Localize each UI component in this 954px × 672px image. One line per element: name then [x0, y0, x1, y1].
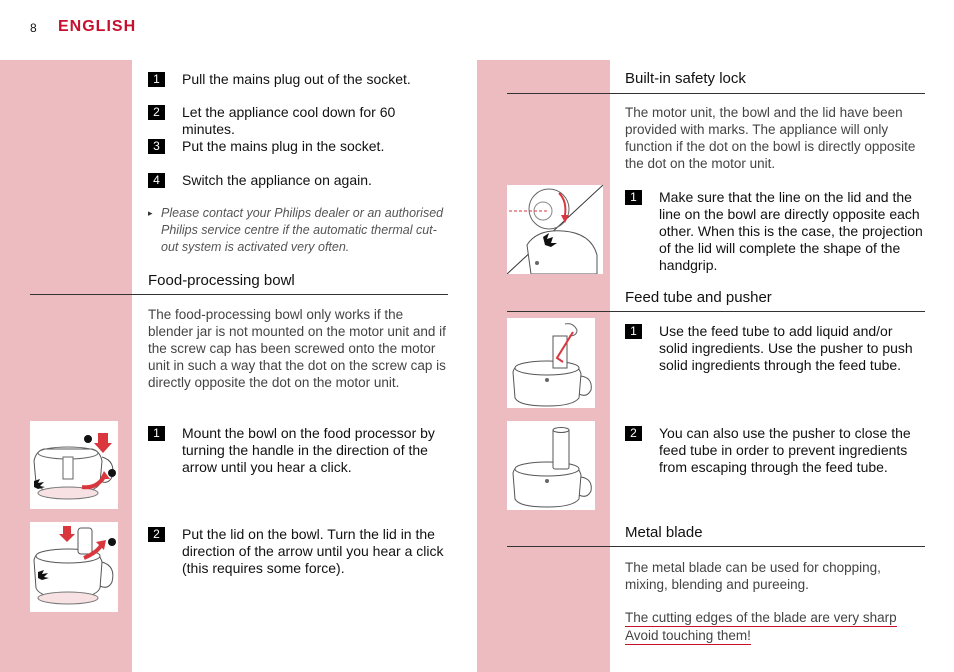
step-number: 1 [625, 324, 642, 339]
bowl-intro: The food-processing bowl only works if the blender jar is not mounted on the motor unit and if the screw cap has been screwed onto the motor unit in such a way that the dot on the screw cap is directly opposite the dot on the motor unit. [148, 307, 446, 390]
step-text: Mount the bowl on the food processor by turning the handle in the direction of the arrow until you hear a click. [182, 425, 435, 475]
step-put-lid [148, 526, 448, 577]
blade-warning [625, 609, 925, 645]
step-align-lines [625, 189, 925, 274]
step-text: You can also use the pusher to close the feed tube in order to prevent ingredients from escaping through the feed tube. [659, 425, 911, 475]
step-text: Make sure that the line on the lid and the line on the bowl are directly opposite each other. When this is the case, the projection of the lid will complete the shape of the handgrip. [659, 189, 923, 273]
section-rule [507, 311, 925, 312]
illustration-feed-tube [507, 318, 595, 408]
step-text: Use the feed tube to add liquid and/or solid ingredients. Use the pusher to push solid ingredients through the feed tube. [659, 323, 913, 373]
illustration-put-lid [30, 522, 118, 612]
warning-line: The cutting edges of the blade are very sharp [625, 610, 897, 625]
step-number: 4 [148, 173, 165, 188]
step-number: 2 [148, 105, 165, 120]
illustration-mount-bowl [30, 421, 118, 509]
section-rule [507, 93, 925, 94]
step-number: 2 [148, 527, 165, 542]
step-number: 1 [148, 426, 165, 441]
section-heading-safety-lock: Built-in safety lock [625, 70, 746, 87]
note-bullet-icon: ▸ [148, 208, 153, 218]
step-text: Let the appliance cool down for 60 minutes. [182, 104, 396, 137]
step-unplug [148, 71, 448, 88]
section-heading-feed-tube: Feed tube and pusher [625, 289, 772, 306]
step-text: Pull the mains plug out of the socket. [182, 71, 411, 87]
step-text: Put the mains plug in the socket. [182, 138, 385, 154]
illustration-pusher [507, 421, 595, 510]
note-text: Please contact your Philips dealer or an authorised Philips service centre if the automatic thermal cut-out system is activated very often. [161, 206, 444, 254]
step-switch-on [148, 172, 448, 189]
step-number: 1 [148, 72, 165, 87]
step-text: Put the lid on the bowl. Turn the lid in the direction of the arrow until you hear a click (this requires some force). [182, 526, 444, 576]
safety-intro: The motor unit, the bowl and the lid have been provided with marks. The appliance will only function if the dot on the bowl is directly opposite the dot on the motor unit. [625, 105, 916, 171]
section-rule [507, 546, 925, 547]
step-use-feed-tube [625, 323, 925, 374]
service-note [148, 205, 448, 256]
step-number: 2 [625, 426, 642, 441]
language-heading: ENGLISH [58, 18, 137, 35]
step-number: 3 [148, 139, 165, 154]
step-plug-in [148, 138, 448, 155]
page-number: 8 [30, 21, 37, 35]
step-cool-down [148, 104, 448, 138]
step-close-feed-tube [625, 425, 925, 476]
illustration-safety-lock [507, 185, 603, 274]
step-text: Switch the appliance on again. [182, 172, 372, 188]
section-rule [30, 294, 448, 295]
step-number: 1 [625, 190, 642, 205]
section-heading-bowl: Food-processing bowl [148, 272, 295, 289]
warning-line: Avoid touching them! [625, 628, 751, 643]
blade-intro: The metal blade can be used for chopping, mixing, blending and pureeing. [625, 560, 881, 592]
section-heading-metal-blade: Metal blade [625, 524, 703, 541]
step-mount-bowl [148, 425, 448, 476]
